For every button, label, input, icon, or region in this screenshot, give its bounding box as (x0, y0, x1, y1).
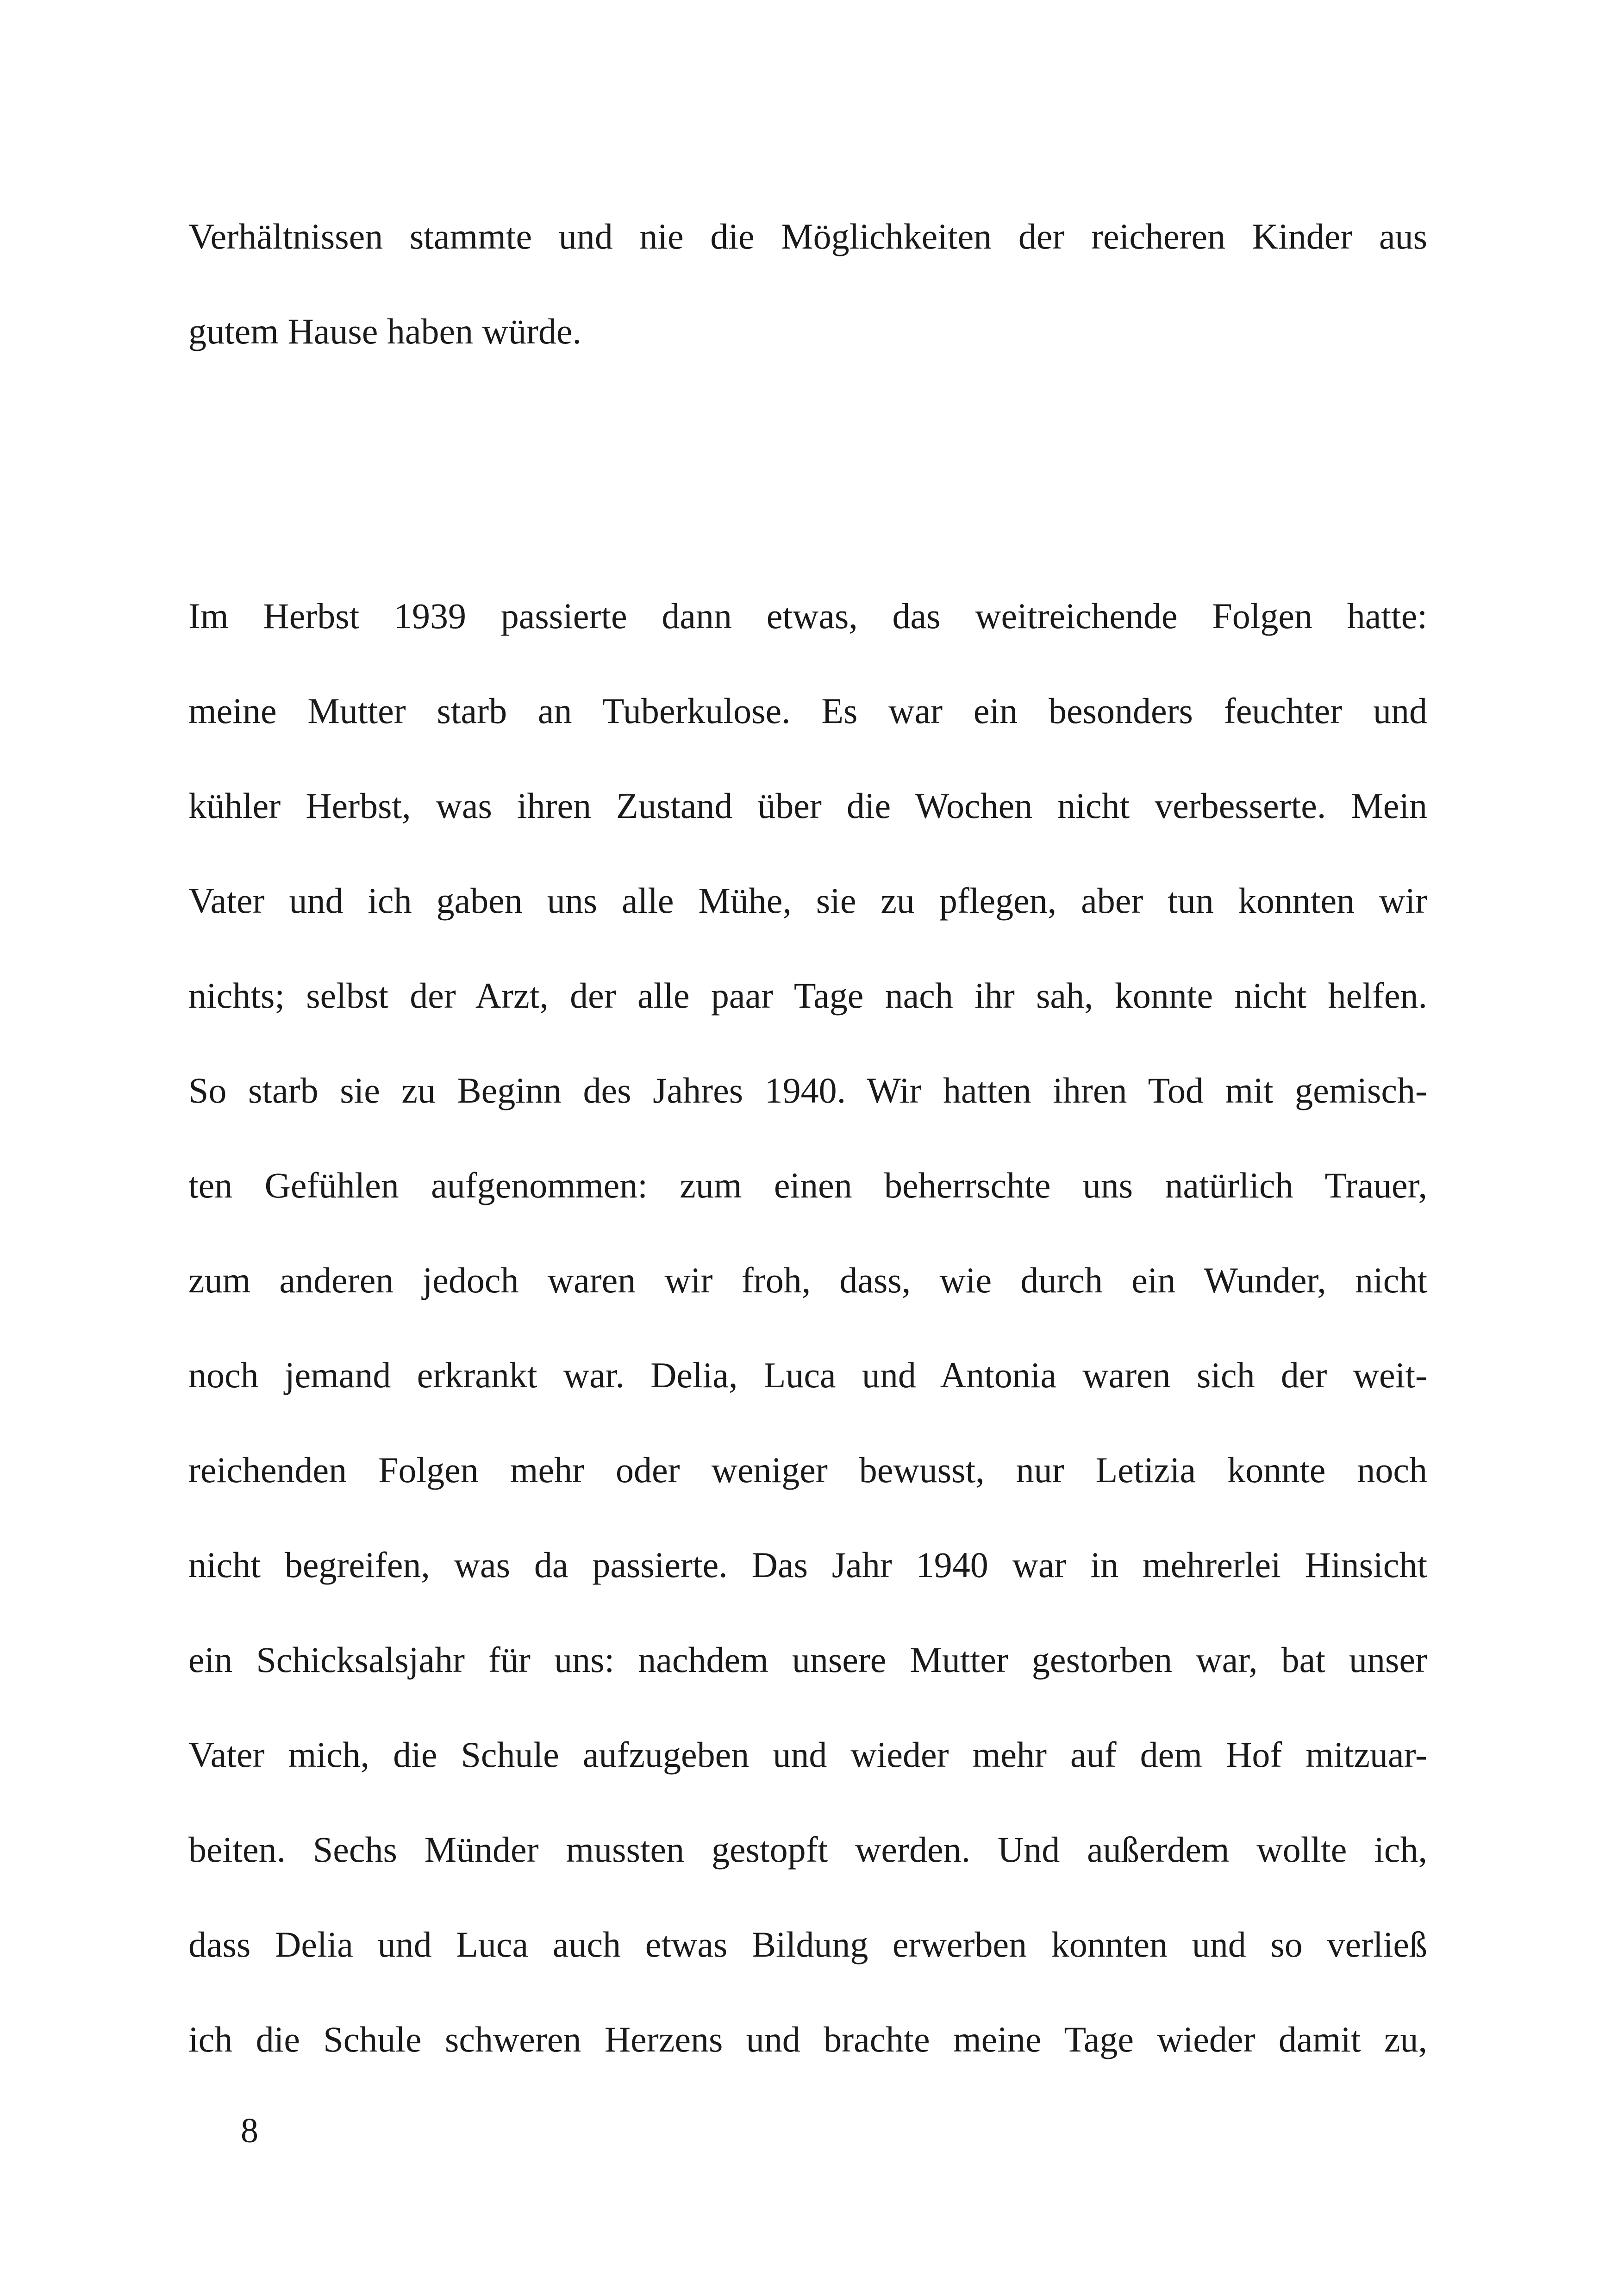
paragraph-2-line-16: ich die Schule schweren Herzens und brachte meine Tage wieder damit zu, (188, 2019, 1427, 2059)
paragraph-2-line-10: reichenden Folgen mehr oder weniger bewusst, nur Letizia konnte noch (188, 1450, 1427, 1490)
paragraph-2-line-13: Vater mich, die Schule aufzugeben und wieder mehr auf dem Hof mitzuar- (188, 1734, 1427, 1775)
paragraph-2-line-12: ein Schicksalsjahr für uns: nachdem unsere Mutter gestorben war, bat unser (188, 1640, 1427, 1680)
paragraph-2-line-9: noch jemand erkrankt war. Delia, Luca und Antonia waren sich der weit- (188, 1355, 1427, 1395)
paragraph-2-line-8: zum anderen jedoch waren wir froh, dass, wie durch ein Wunder, nicht (188, 1260, 1427, 1300)
paragraph-2-line-3: kühler Herbst, was ihren Zustand über die Wochen nicht verbesserte. Mein (188, 786, 1427, 826)
paragraph-2-line-6: So starb sie zu Beginn des Jahres 1940. Wir hatten ihren Tod mit gemisch- (188, 1070, 1427, 1110)
paragraph-1-line-1: Verhältnissen stammte und nie die Möglichkeiten der reicheren Kinder aus (188, 216, 1427, 256)
paragraph-2-line-15: dass Delia und Luca auch etwas Bildung erwerben konnten und so verließ (188, 1924, 1427, 1964)
page-number: 8 (241, 2111, 258, 2150)
paragraph-2-line-1: Im Herbst 1939 passierte dann etwas, das weitreichende Folgen hatte: (188, 596, 1427, 636)
paragraph-2-line-4: Vater und ich gaben uns alle Mühe, sie zu pflegen, aber tun konnten wir (188, 880, 1427, 921)
paragraph-1 (188, 189, 1427, 379)
paragraph-2 (188, 568, 1427, 2087)
paragraph-2-line-14: beiten. Sechs Münder mussten gestopft werden. Und außerdem wollte ich, (188, 1829, 1427, 1870)
paragraph-1-line-2: gutem Hause haben würde. (188, 311, 582, 351)
paragraph-2-line-7: ten Gefühlen aufgenommen: zum einen beherrschte uns natürlich Trauer, (188, 1165, 1427, 1205)
paragraph-2-line-5: nichts; selbst der Arzt, der alle paar Tage nach ihr sah, konnte nicht helfen. (188, 975, 1427, 1016)
paragraph-2-line-11: nicht begreifen, was da passierte. Das Jahr 1940 war in mehrerlei Hinsicht (188, 1545, 1427, 1585)
paragraph-2-line-2: meine Mutter starb an Tuberkulose. Es war ein besonders feuchter und (188, 691, 1427, 731)
